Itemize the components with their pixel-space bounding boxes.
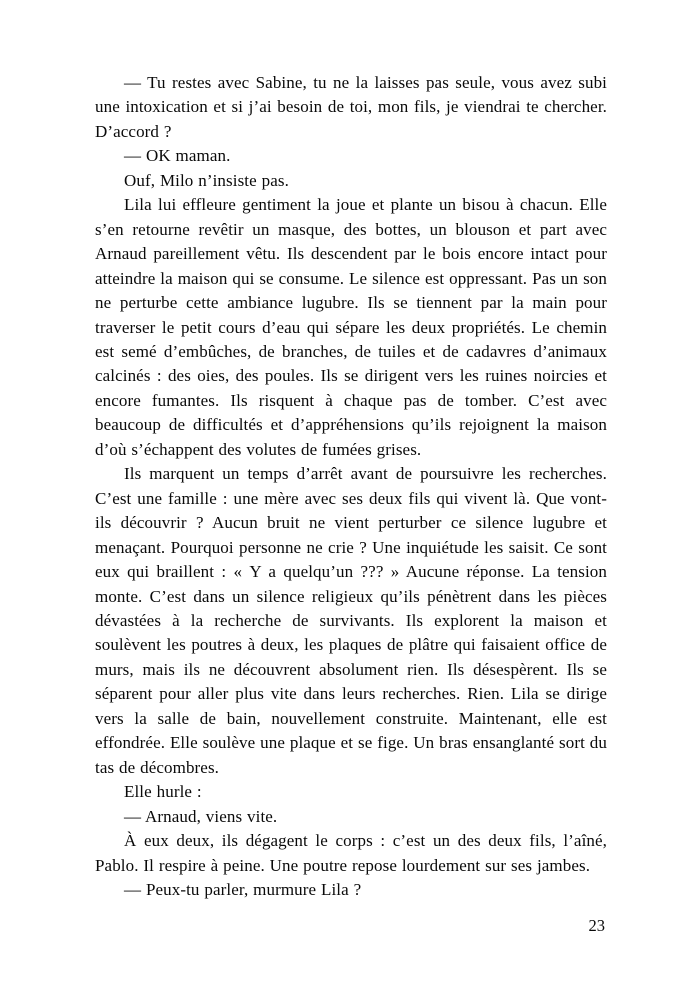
paragraph-dialogue: — Arnaud, viens vite. — [124, 806, 278, 826]
paragraph: À eux deux, ils dégagent le corps : c’est un des deux fils, l’aîné, Pablo. Il respire à peine. Une poutre repose lourdement sur ses jambes. — [95, 831, 607, 875]
paragraph: Elle hurle : — [124, 782, 202, 802]
paragraph-dialogue: — OK maman. — [124, 146, 231, 166]
page-text-block — [95, 71, 607, 902]
paragraph-dialogue: — Peux-tu parler, murmure Lila ? — [124, 879, 362, 899]
paragraph: Lila lui effleure gentiment la joue et plante un bisou à chacun. Elle s’en retourne revêtir un masque, des bottes, un blouson et part avec Arnaud pareillement vêtu. Ils descendent par le bois encore intact pour atteindre la maison qui se consume. Le silence est oppressant. Pas un son ne perturbe cette ambiance lugubre. Ils se tiennent par la main pour traverser le petit cours d’eau qui sépare les deux propriétés. Le chemin est semé d’embûches, de branches, de tuiles et de cadavres d’animaux calcinés : des oies, des poules. Ils se dirigent vers les ruines noircies et encore fumantes. Ils risquent à chaque pas de tomber. C’est avec beaucoup de difficultés et d’appréhensions qu’ils rejoignent la maison d’où s’échappent des volutes de fumées grises. — [95, 195, 607, 459]
paragraph: Ouf, Milo n’insiste pas. — [124, 170, 289, 190]
page-number: 23 — [588, 916, 605, 935]
paragraph-dialogue: — Tu restes avec Sabine, tu ne la laisses pas seule, vous avez subi une intoxication et si j’ai besoin de toi, mon fils, je viendrai te chercher. D’accord ? — [95, 73, 607, 141]
paragraph: Ils marquent un temps d’arrêt avant de poursuivre les recherches. C’est une famille : une mère avec ses deux fils qui vivent là. Que vont-ils découvrir ? Aucun bruit ne vient perturber ce silence lugubre et menaçant. Pourquoi personne ne crie ? Une inquiétude les saisit. Ce sont eux qui braillent : « Y a quelqu’un ??? » Aucune réponse. La tension monte. C’est dans un silence religieux qu’ils pénètrent dans les pièces dévastées à la recherche de survivants. Ils explorent la maison et soulèvent les poutres à deux, les plaques de plâtre qui faisaient office de murs, mais ils ne découvrent absolument rien. Ils désespèrent. Ils se séparent pour aller plus vite dans leurs recherches. Rien. Lila se dirige vers la salle de bain, nouvellement construite. Maintenant, elle est effondrée. Elle soulève une plaque et se fige. Un bras ensanglanté sort du tas de décombres. — [95, 464, 607, 777]
